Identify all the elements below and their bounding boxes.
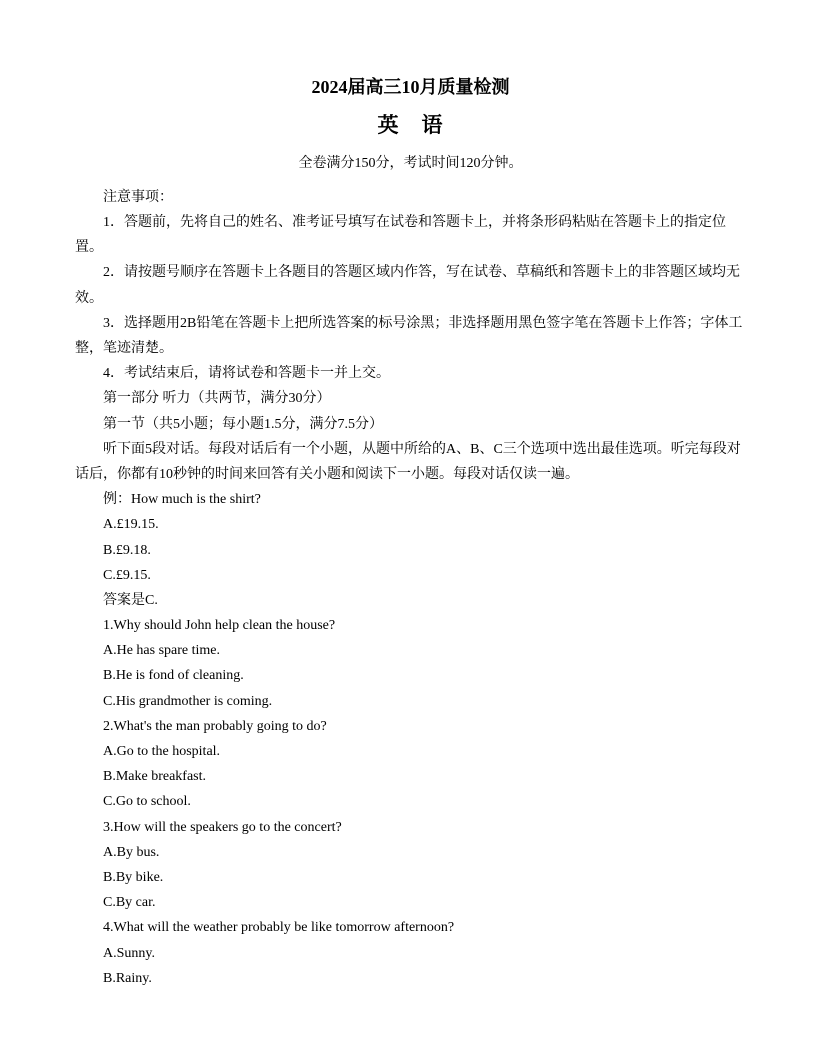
question-3-option-c: C.By car. (103, 895, 156, 911)
example-question: 例：How much is the shirt? (103, 492, 261, 508)
example-option-c: C.£9.15. (103, 567, 151, 583)
part-1-heading: 第一部分 听力（共两节，满分30分） (103, 391, 331, 407)
question-4: 4.What will the weather probably be like tomorrow afternoon? (103, 920, 455, 936)
notice-item-1: 1．答题前，先将自己的姓名、准考证号填写在试卷和答题卡上，并将条形码粘贴在答题卡上的指定位置。 (75, 215, 726, 256)
question-3-option-b: B.By bike. (103, 869, 164, 885)
question-2-option-b: B.Make breakfast. (103, 769, 207, 785)
page-title: 2024届高三10月质量检测 (311, 77, 510, 97)
question-2: 2.What's the man probably going to do? (103, 718, 327, 734)
question-1-option-b: B.He is fond of cleaning. (103, 668, 244, 684)
exam-meta: 全卷满分150分，考试时间120分钟。 (298, 155, 523, 171)
question-1-option-c: C.His grandmother is coming. (103, 693, 273, 709)
example-answer: 答案是C. (103, 592, 158, 608)
section-1-heading: 第一节（共5小题；每小题1.5分，满分7.5分） (103, 416, 383, 432)
subject-title: 英 语 (377, 113, 444, 138)
example-option-b: B.£9.18. (103, 542, 151, 558)
question-4-option-b: B.Rainy. (103, 970, 152, 986)
notice-item-4: 4．考试结束后，请将试卷和答题卡一并上交。 (103, 366, 390, 382)
question-4-option-a: A.Sunny. (103, 945, 155, 961)
question-2-option-c: C.Go to school. (103, 794, 191, 810)
notice-item-2: 2．请按题号顺序在答题卡上各题目的答题区域内作答，写在试卷、草稿纸和答题卡上的非答题区域均无效。 (75, 265, 740, 306)
notice-item-3: 3．选择题用2B铅笔在答题卡上把所选答案的标号涂黑；非选择题用黑色签字笔在答题卡上作答；字体工整，笔迹清楚。 (75, 315, 743, 356)
example-option-a: A.£19.15. (103, 517, 159, 533)
notice-heading: 注意事项： (103, 189, 173, 205)
question-3-option-a: A.By bus. (103, 844, 160, 860)
question-2-option-a: A.Go to the hospital. (103, 744, 221, 759)
question-1-option-a: A.He has spare time. (103, 643, 221, 659)
question-1: 1.Why should John help clean the house? (103, 618, 336, 634)
section-1-instructions: 听下面5段对话。每段对话后有一个小题，从题中所给的A、B、C三个选项中选出最佳选项。听完每段对话后，你都有10秒钟的时间来回答有关小题和阅读下一小题。每段对话仅读一遍。 (75, 441, 741, 482)
question-3: 3.How will the speakers go to the concert? (103, 819, 342, 835)
